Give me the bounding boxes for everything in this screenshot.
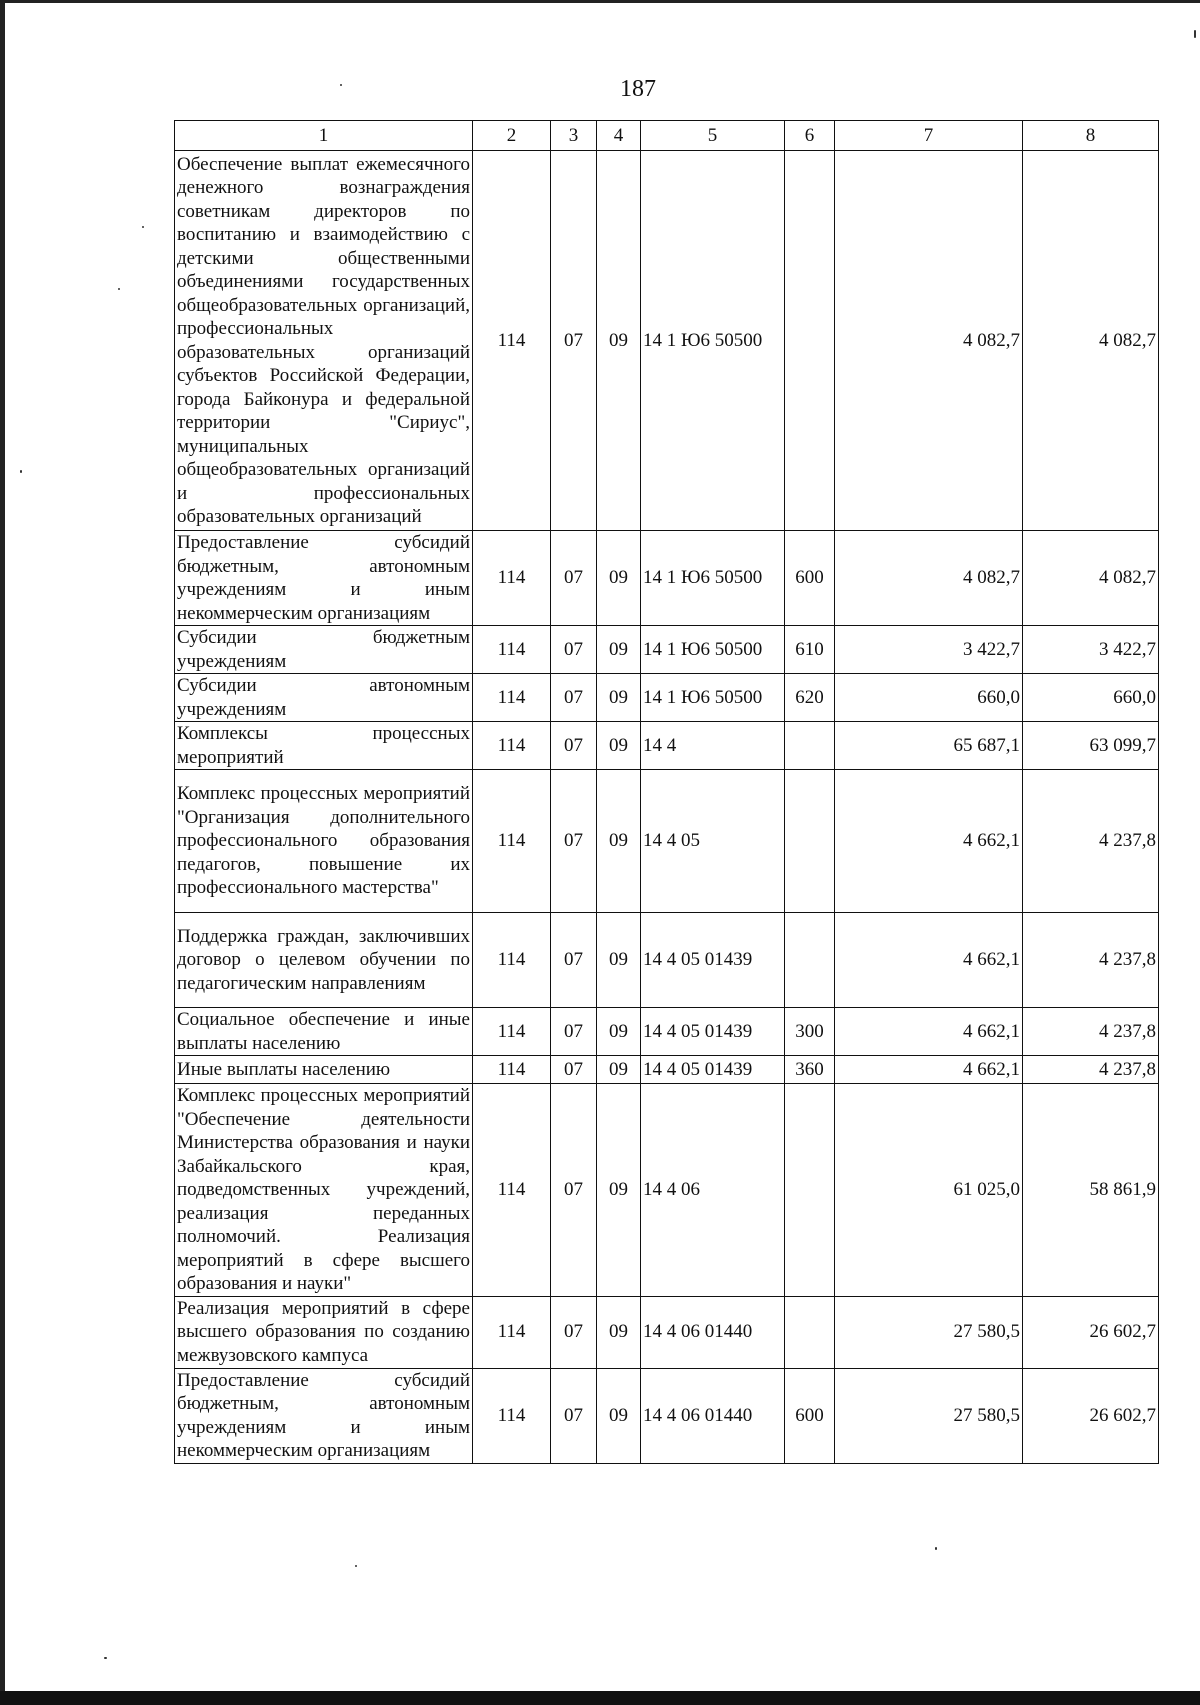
cell-amount-col8: 26 602,7 <box>1023 1296 1159 1368</box>
column-header: 4 <box>597 121 641 151</box>
scan-border-top <box>0 0 1200 3</box>
column-header: 7 <box>835 121 1023 151</box>
cell-amount-col8: 4 082,7 <box>1023 531 1159 626</box>
cell-expense-type: 610 <box>785 626 835 674</box>
cell-section: 07 <box>551 531 597 626</box>
cell-expense-type <box>785 151 835 531</box>
cell-expense-type <box>785 1084 835 1297</box>
column-header: 1 <box>175 121 473 151</box>
cell-amount-col8: 3 422,7 <box>1023 626 1159 674</box>
cell-amount-col8: 58 861,9 <box>1023 1084 1159 1297</box>
table-row <box>175 531 1159 626</box>
row-name: Обеспечение выплат ежемесячного денежного вознаграждения советникам директоров по воспитанию и взаимодействию с детскими общественными объединениями государственных общеобразовательных организаций, профессиональных образовательных организаций субъектов Российской Федерации, города Байконура и федеральной территории "Сириус", муниципальных общеобразовательных организаций и профессиональных образовательных организаций <box>175 151 473 531</box>
table-row <box>175 1056 1159 1084</box>
row-name: Поддержка граждан, заключивших договор о целевом обучении по педагогическим направлениям <box>175 913 473 1008</box>
cell-amount-col8: 4 082,7 <box>1023 151 1159 531</box>
cell-ministry-code: 114 <box>473 626 551 674</box>
row-name: Субсидии бюджетным учреждениям <box>175 626 473 674</box>
table-row <box>175 674 1159 722</box>
cell-amount-col8: 4 237,8 <box>1023 770 1159 913</box>
cell-amount-col7: 27 580,5 <box>835 1296 1023 1368</box>
cell-expense-type: 600 <box>785 1368 835 1463</box>
table-row <box>175 722 1159 770</box>
table-row <box>175 1008 1159 1056</box>
cell-section: 07 <box>551 626 597 674</box>
column-header: 6 <box>785 121 835 151</box>
cell-subsection: 09 <box>597 626 641 674</box>
scan-speck <box>355 1565 357 1567</box>
cell-section: 07 <box>551 722 597 770</box>
cell-subsection: 09 <box>597 1084 641 1297</box>
cell-expense-type <box>785 913 835 1008</box>
cell-amount-col8: 4 237,8 <box>1023 1008 1159 1056</box>
column-header: 3 <box>551 121 597 151</box>
cell-amount-col7: 4 662,1 <box>835 913 1023 1008</box>
cell-section: 07 <box>551 913 597 1008</box>
row-name: Предоставление субсидий бюджетным, автономным учреждениям и иным некоммерческим организациям <box>175 1368 473 1463</box>
cell-target-article: 14 4 06 01440 <box>641 1368 785 1463</box>
cell-target-article: 14 4 06 01440 <box>641 1296 785 1368</box>
cell-subsection: 09 <box>597 1296 641 1368</box>
cell-ministry-code: 114 <box>473 770 551 913</box>
cell-target-article: 14 4 <box>641 722 785 770</box>
cell-ministry-code: 114 <box>473 722 551 770</box>
cell-amount-col7: 27 580,5 <box>835 1368 1023 1463</box>
cell-section: 07 <box>551 1084 597 1297</box>
cell-ministry-code: 114 <box>473 674 551 722</box>
cell-section: 07 <box>551 1368 597 1463</box>
cell-amount-col7: 3 422,7 <box>835 626 1023 674</box>
cell-expense-type <box>785 722 835 770</box>
cell-subsection: 09 <box>597 770 641 913</box>
table-row <box>175 770 1159 913</box>
cell-expense-type <box>785 1296 835 1368</box>
cell-section: 07 <box>551 770 597 913</box>
cell-expense-type <box>785 770 835 913</box>
cell-amount-col8: 660,0 <box>1023 674 1159 722</box>
cell-section: 07 <box>551 1008 597 1056</box>
cell-subsection: 09 <box>597 722 641 770</box>
cell-amount-col7: 4 662,1 <box>835 770 1023 913</box>
cell-subsection: 09 <box>597 1056 641 1084</box>
cell-expense-type: 620 <box>785 674 835 722</box>
table-row <box>175 1084 1159 1297</box>
cell-amount-col8: 63 099,7 <box>1023 722 1159 770</box>
cell-amount-col7: 4 082,7 <box>835 151 1023 531</box>
cell-section: 07 <box>551 1296 597 1368</box>
cell-ministry-code: 114 <box>473 1368 551 1463</box>
cell-subsection: 09 <box>597 151 641 531</box>
cell-ministry-code: 114 <box>473 913 551 1008</box>
cell-amount-col7: 4 662,1 <box>835 1008 1023 1056</box>
cell-ministry-code: 114 <box>473 1296 551 1368</box>
cell-target-article: 14 1 Ю6 50500 <box>641 151 785 531</box>
scan-speck <box>1194 30 1196 38</box>
row-name: Предоставление субсидий бюджетным, автономным учреждениям и иным некоммерческим организациям <box>175 531 473 626</box>
cell-ministry-code: 114 <box>473 1056 551 1084</box>
row-name: Комплекс процессных мероприятий "Организация дополнительного профессионального образования педагогов, повышение их профессионального мастерства" <box>175 770 473 913</box>
table-row <box>175 1368 1159 1463</box>
cell-section: 07 <box>551 674 597 722</box>
cell-ministry-code: 114 <box>473 1008 551 1056</box>
scan-speck <box>104 1657 107 1659</box>
cell-target-article: 14 4 05 01439 <box>641 913 785 1008</box>
cell-amount-col7: 61 025,0 <box>835 1084 1023 1297</box>
table-row <box>175 1296 1159 1368</box>
cell-subsection: 09 <box>597 913 641 1008</box>
budget-table <box>174 120 1159 1464</box>
scan-border-left <box>0 0 5 1705</box>
column-header: 2 <box>473 121 551 151</box>
scan-speck <box>20 470 22 473</box>
cell-amount-col7: 4 082,7 <box>835 531 1023 626</box>
cell-target-article: 14 4 05 01439 <box>641 1056 785 1084</box>
cell-expense-type: 300 <box>785 1008 835 1056</box>
row-name: Субсидии автономным учреждениям <box>175 674 473 722</box>
scan-speck <box>142 226 144 228</box>
scan-speck <box>935 1547 937 1550</box>
cell-target-article: 14 4 05 <box>641 770 785 913</box>
page-number: 187 <box>620 76 656 102</box>
row-name: Реализация мероприятий в сфере высшего образования по созданию межвузовского кампуса <box>175 1296 473 1368</box>
cell-target-article: 14 1 Ю6 50500 <box>641 531 785 626</box>
cell-subsection: 09 <box>597 531 641 626</box>
row-name: Иные выплаты населению <box>175 1056 473 1084</box>
cell-target-article: 14 4 05 01439 <box>641 1008 785 1056</box>
cell-section: 07 <box>551 1056 597 1084</box>
cell-expense-type: 360 <box>785 1056 835 1084</box>
cell-ministry-code: 114 <box>473 151 551 531</box>
column-header: 5 <box>641 121 785 151</box>
cell-ministry-code: 114 <box>473 531 551 626</box>
table-row <box>175 626 1159 674</box>
row-name: Комплексы процессных мероприятий <box>175 722 473 770</box>
table-row <box>175 151 1159 531</box>
table-row <box>175 913 1159 1008</box>
cell-amount-col7: 660,0 <box>835 674 1023 722</box>
cell-subsection: 09 <box>597 674 641 722</box>
cell-expense-type: 600 <box>785 531 835 626</box>
cell-section: 07 <box>551 151 597 531</box>
cell-target-article: 14 1 Ю6 50500 <box>641 626 785 674</box>
scan-speck <box>118 288 120 290</box>
cell-amount-col7: 4 662,1 <box>835 1056 1023 1084</box>
table-header-row <box>175 121 1159 151</box>
cell-amount-col8: 26 602,7 <box>1023 1368 1159 1463</box>
cell-amount-col8: 4 237,8 <box>1023 913 1159 1008</box>
row-name: Социальное обеспечение и иные выплаты населению <box>175 1008 473 1056</box>
cell-amount-col8: 4 237,8 <box>1023 1056 1159 1084</box>
cell-subsection: 09 <box>597 1368 641 1463</box>
column-header: 8 <box>1023 121 1159 151</box>
cell-subsection: 09 <box>597 1008 641 1056</box>
cell-target-article: 14 1 Ю6 50500 <box>641 674 785 722</box>
cell-amount-col7: 65 687,1 <box>835 722 1023 770</box>
row-name: Комплекс процессных мероприятий "Обеспечение деятельности Министерства образования и науки Забайкальского края, подведомственных учреждений, реализация переданных полномочий. Реализация мероприятий в сфере высшего образования и науки" <box>175 1084 473 1297</box>
scan-border-bottom <box>0 1691 1200 1705</box>
scan-speck <box>340 84 342 86</box>
cell-target-article: 14 4 06 <box>641 1084 785 1297</box>
cell-ministry-code: 114 <box>473 1084 551 1297</box>
